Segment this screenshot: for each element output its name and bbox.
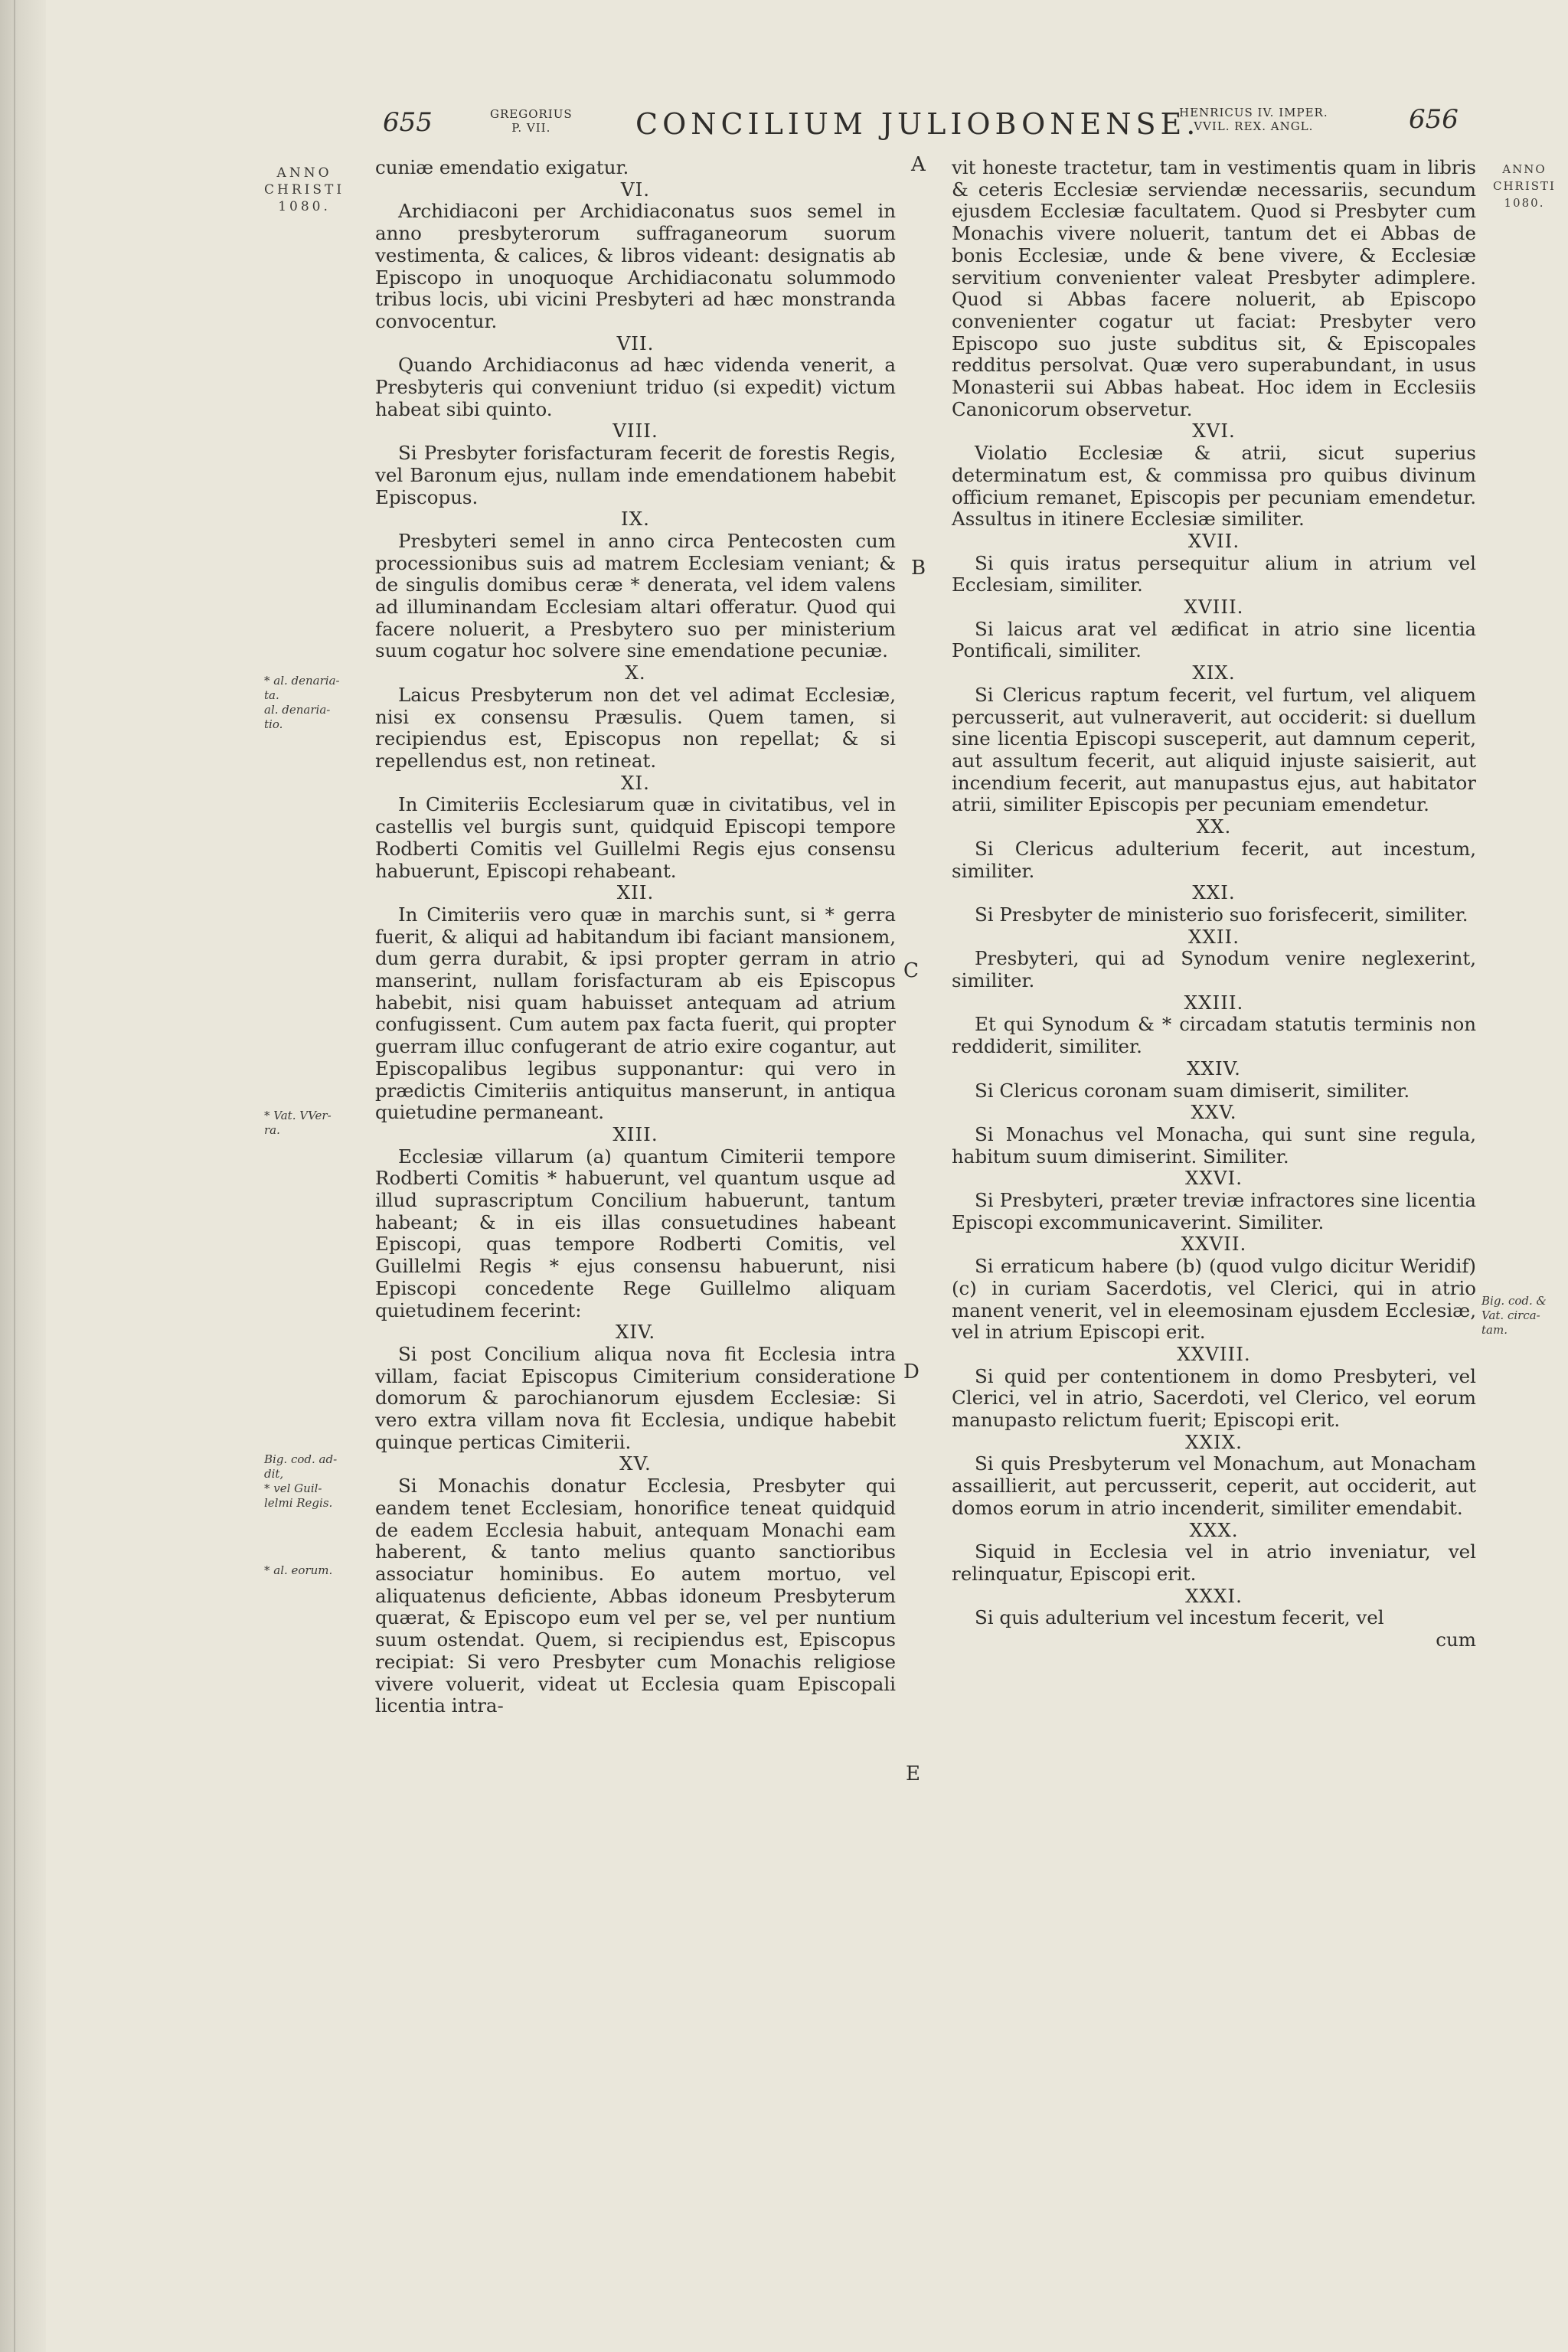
canon-number: XXII. bbox=[1187, 925, 1240, 948]
canon-paragraph: Quando Archidiaconus ad hæc videnda venerit, a Presbyteris qui conveniunt triduo (si expedit) victum habeat sibi quinto. bbox=[375, 354, 896, 420]
running-head-left: GREGORIUS P. VII. bbox=[490, 107, 573, 135]
catchword: cum bbox=[1436, 1628, 1476, 1651]
canon-paragraph: Si Monachus vel Monacha, qui sunt sine regula, habitum suum dimiserint. Similiter. bbox=[952, 1122, 1476, 1168]
running-head-right: HENRICUS IV. IMPER. VVIL. REX. ANGL. bbox=[1179, 106, 1328, 133]
canon-paragraph: Presbyteri semel in anno circa Pentecosten cum processionibus suis ad matrem Ecclesiam veniant; & de singulis domibus ceræ * denerata, vel idem valens ad illuminandam Ecclesiam altari offeratur. Quod qui facere noluerit, a Presbytero suo per ministerium suum cogatur hoc solvere sine emendatione pecuniæ. bbox=[375, 529, 896, 662]
canon-paragraph: Si quis iratus persequitur alium in atrium vel Ecclesiam, similiter. bbox=[952, 551, 1476, 596]
anno-christi-left: ANNO CHRISTI 1080. bbox=[264, 165, 345, 214]
canon-paragraph: Si Presbyter forisfacturam fecerit de forestis Regis, vel Baronum ejus, nullam inde emendationem habebit Episcopus. bbox=[375, 442, 896, 508]
canon-number: XII. bbox=[616, 881, 655, 904]
margin-note-werra: * Vat. VVer- ra. bbox=[264, 1109, 332, 1137]
canon-paragraph: vit honeste tractetur, tam in vestimentis quam in libris & ceteris Ecclesiæ serviendæ necessariis, secundum ejusdem Ecclesiæ facultatem. Quod si Presbyter cum Monachis vivere noluerit, tantum det ei Abbas de bonis Ecclesiæ, unde & bene vivere, & Ecclesiæ servitium convenienter valeat Presbyter adimplere. Quod si Abbas facere noluerit, ab Episcopo convenienter cogatur ut faciat: Presbyter vero Episcopo suo juste subditus sit, & Episcopales redditus persolvat. Quæ vero superabundant, in usus Monasterii sui Abbas habeat. Hoc idem in Ecclesiis Canonicorum observetur. bbox=[952, 156, 1476, 420]
canon-number: XXVI. bbox=[1184, 1167, 1243, 1190]
canon-paragraph: Si quid per contentionem in domo Presbyteri, vel Clerici, vel in atrio, Sacerdoti, vel Clerico, vel eorum manupasto relictum fuerit; Episcopi erit. bbox=[952, 1364, 1476, 1432]
anno-christi-right: ANNO CHRISTI 1080. bbox=[1493, 162, 1556, 210]
canon-paragraph: In Cimiteriis vero quæ in marchis sunt, si * gerra fuerit, & aliqui ad habitandum ibi faciant mansionem, dum gerra durabit, & ipsi propter gerram in atrio manserint, nullam forisfacturam ab eis Episcopus habebit, nisi quam habuisset antequam ad atrium confugissent. Cum autem pax facta fuerit, qui propter guerram illuc confugerant de atrio exire cogantur, aut Episcopalibus legibus supponantur: qui vero in prædictis Cimiteriis antiquitus manserunt, in antiqua quietudine permaneant. bbox=[375, 903, 896, 1124]
canon-paragraph: Presbyteri, qui ad Synodum venire neglexerint, similiter. bbox=[952, 947, 1476, 992]
page-title: CONCILIUM JULIOBONENSE. bbox=[635, 107, 1200, 141]
canon-number: IX. bbox=[621, 508, 650, 531]
canon-paragraph: Si laicus arat vel ædificat in atrio sine licentia Pontificali, similiter. bbox=[952, 617, 1476, 662]
canon-paragraph: Si quis Presbyterum vel Monachum, aut Monacham assaillierit, aut percusserit, ceperit, aut occiderit, aut domos eorum in atrio incenderit, similiter emendabit. bbox=[952, 1452, 1476, 1519]
canon-paragraph: Si Clericus adulterium fecerit, aut incestum, similiter. bbox=[952, 837, 1476, 882]
canon-paragraph: Si quis adulterium vel incestum fecerit, vel bbox=[975, 1606, 1384, 1629]
canon-paragraph: Archidiaconi per Archidiaconatus suos semel in anno presbyterorum suffraganeorum suorum vestimenta, & calices, & libros videant: designatis ab Episcopo in unoquoque Archidiaconatu solummodo tribus locis, ubi vicini Presbyteri ad hæc monstranda convocentur. bbox=[375, 200, 896, 332]
canon-number: XIX. bbox=[1192, 662, 1236, 684]
page-number-right: 656 bbox=[1409, 104, 1459, 135]
page-number-left: 655 bbox=[383, 107, 433, 138]
canon-number: XXXI. bbox=[1185, 1584, 1243, 1607]
canon-number: VIII. bbox=[612, 420, 658, 443]
canon-number: XXIV. bbox=[1187, 1057, 1241, 1080]
section-letter-a: A bbox=[911, 153, 926, 176]
margin-note-guillelmi: Big. cod. ad- dit, * vel Guil- lelmi Regis. bbox=[264, 1452, 338, 1510]
section-letter-d: D bbox=[903, 1361, 920, 1383]
margin-note-eorum: * al. eorum. bbox=[264, 1563, 333, 1577]
margin-note-circatam: Big. cod. & Vat. circa- tam. bbox=[1481, 1294, 1547, 1337]
canon-number: XVII. bbox=[1187, 529, 1240, 552]
margin-note-denariata: * al. denaria- ta. al. denaria- tio. bbox=[264, 674, 340, 731]
section-letter-c: C bbox=[903, 959, 919, 982]
canon-paragraph: Laicus Presbyterum non det vel adimat Ecclesiæ, nisi ex consensu Præsulis. Quem tamen, si recipiendus est, Episcopus non repellat; & si repellendus est, non retineat. bbox=[375, 683, 896, 772]
canon-paragraph: In Cimiteriis Ecclesiarum quæ in civitatibus, vel in castellis vel burgis sunt, quidquid Episcopi tempore Rodberti Comitis vel Guillelmi Regis ejus consensu habuerunt, Episcopi rehabeant. bbox=[375, 793, 896, 882]
right-text-column bbox=[952, 157, 1476, 1651]
canon-paragraph: Et qui Synodum & * circadam statutis terminis non reddiderit, similiter. bbox=[952, 1013, 1476, 1058]
canon-paragraph: Si post Concilium aliqua nova fit Ecclesia intra villam, faciat Episcopus Cimiterium consideratione domorum & parochianorum ejusdem Ecclesiæ: Si vero extra villam nova fit Ecclesia, undique habebit quinque perticas Cimiterii. bbox=[375, 1342, 896, 1453]
left-text-column bbox=[375, 157, 896, 1717]
canon-number: XV. bbox=[619, 1452, 652, 1475]
book-page-edge bbox=[0, 0, 46, 2352]
canon-number: XXIX. bbox=[1185, 1430, 1243, 1453]
canon-number: X. bbox=[625, 662, 646, 684]
canon-paragraph: Si Clericus raptum fecerit, vel furtum, vel aliquem percusserit, aut vulneraverit, aut occiderit: si duellum sine licentia Episcopi susceperit, aut damnum ceperit, aut assultum fecerit, aut aliquid injuste saisierit, aut incendium fecerit, aut manupastus ejus, aut habitator atrii, similiter Episcopis per pecuniam emendetur. bbox=[952, 683, 1476, 816]
canon-number: XVI. bbox=[1192, 420, 1236, 443]
canon-number: XXX. bbox=[1189, 1518, 1239, 1541]
canon-number: VI. bbox=[620, 178, 651, 201]
section-letter-b: B bbox=[911, 557, 926, 580]
section-letter-e: E bbox=[906, 1762, 920, 1785]
canon-paragraph: Si Presbyteri, præter treviæ infractores sine licentia Episcopi excommunicaverint. Similiter. bbox=[952, 1189, 1476, 1233]
canon-number: XX. bbox=[1196, 815, 1232, 838]
canon-number: XIII. bbox=[612, 1122, 658, 1145]
canon-number: XXIII. bbox=[1184, 991, 1244, 1014]
canon-number: XXV. bbox=[1191, 1101, 1237, 1124]
canon-paragraph: Si Monachis donatur Ecclesia, Presbyter qui eandem tenet Ecclesiam, honorifice teneat quidquid de eadem Ecclesia habuit, antequam Monachi eam haberent, & tanto melius quanto sanctioribus associatur hominibus. Eo autem mortuo, vel aliquatenus deficiente, Abbas idoneum Presbyterum quærat, & Episcopo eum vel per se, vel per nuntium suum ostendat. Quem, si recipiendus est, Episcopus recipiat: Si vero Presbyter cum Monachis religiose vivere voluerit, videat ut Ecclesia quam Episcopali licentia intra- bbox=[375, 1475, 896, 1717]
canon-paragraph: cuniæ emendatio exigatur. bbox=[375, 156, 629, 178]
canon-number: XXVII. bbox=[1181, 1233, 1247, 1256]
canon-paragraph: Violatio Ecclesiæ & atrii, sicut superius determinatum est, & commissa pro quibus divinum officium remanet, Episcopis per pecuniam emendetur. Assultus in itinere Ecclesiæ similiter. bbox=[952, 442, 1476, 531]
canon-paragraph: Ecclesiæ villarum (a) quantum Cimiterii tempore Rodberti Comitis * habuerunt, vel quantum usque ad illud suprascriptum Concilium habuerunt, tantum habeant; & in eis illas consuetudines habeant Episcopi, quas tempore Rodberti Comitis, vel Guillelmi Regis * ejus consensu habuerunt, nisi Episcopi concedente Rege Guillelmo aliquam quietudinem fecerint: bbox=[375, 1145, 896, 1321]
canon-number: XI. bbox=[621, 771, 650, 794]
canon-paragraph: Si Clericus coronam suam dimiserit, similiter. bbox=[975, 1079, 1410, 1102]
canon-number: XIV. bbox=[615, 1321, 656, 1344]
canon-number: XXI. bbox=[1192, 881, 1236, 904]
canon-paragraph: Si erraticum habere (b) (quod vulgo dicitur Weridif) (c) in curiam Sacerdotis, vel Clerici, qui in atrio manent venerit, vel in eleemosinam ejusdem Ecclesiæ, vel in atrium Episcopi erit. bbox=[952, 1255, 1476, 1344]
canon-paragraph: Siquid in Ecclesia vel in atrio inveniatur, vel relinquatur, Episcopi erit. bbox=[952, 1540, 1476, 1585]
canon-number: XVIII. bbox=[1184, 596, 1244, 619]
page-header bbox=[0, 104, 1568, 153]
canon-paragraph: Si Presbyter de ministerio suo forisfecerit, similiter. bbox=[975, 903, 1468, 926]
canon-number: XXVIII. bbox=[1177, 1342, 1251, 1365]
canon-number: VII. bbox=[616, 332, 655, 354]
